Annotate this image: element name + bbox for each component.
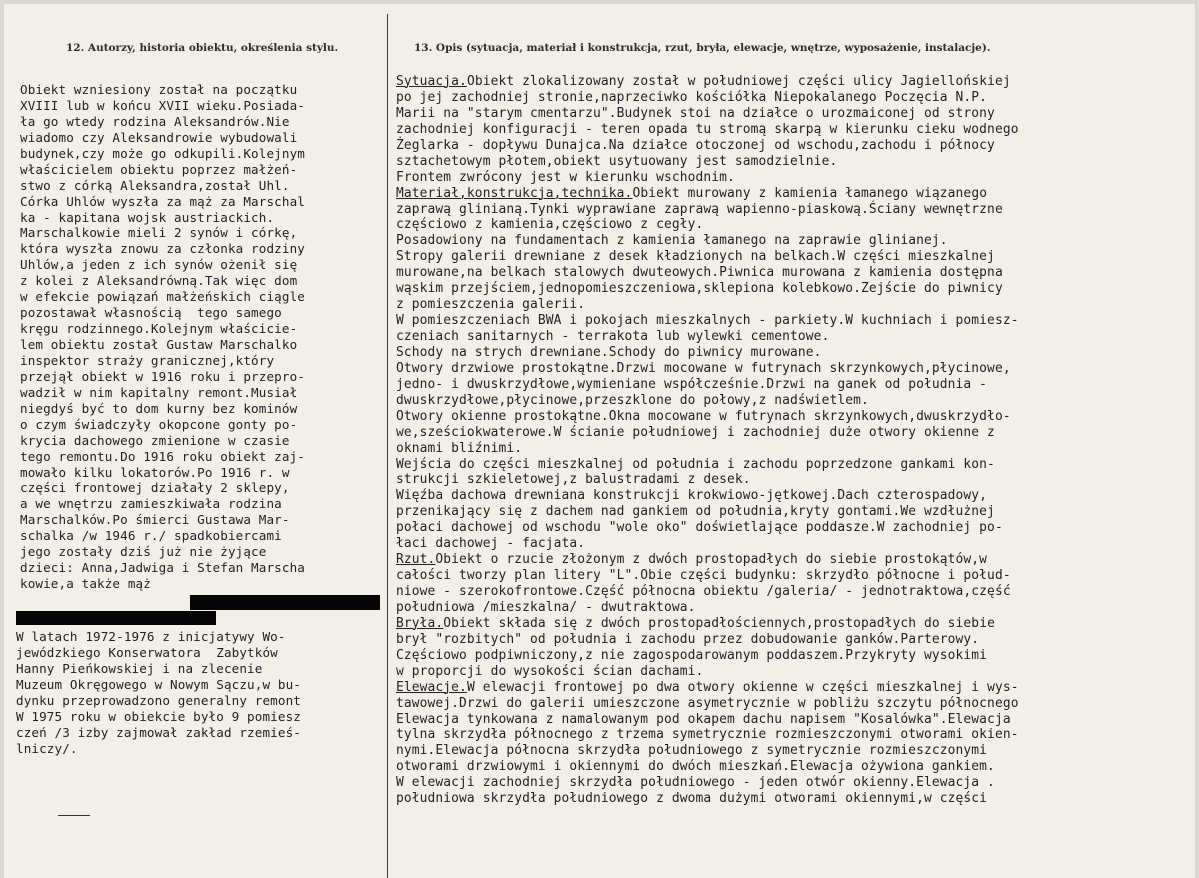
line-text: Stropy galerii drewniane z desek kładzionych na belkach.W części mieszkalnej (396, 249, 995, 265)
line-text: Obiekt zlokalizowany został w południowej części ulicy Jagiellońskiej (466, 74, 1011, 89)
text-line: Córka Uhlów wyszła za mąż za Marschal (20, 193, 305, 209)
text-line (396, 425, 1019, 441)
line-text: Elewacja tynkowana z namalowanym pod okapem dachu napisem "Kosalówka".Elewacja (396, 711, 1011, 727)
text-line (396, 616, 1019, 632)
text-line (396, 712, 1019, 728)
line-text: strukcji szkieletowej,z balustradami z desek. (396, 472, 751, 488)
text-line: Uhlów,a jeden z ich synów ożenił się (20, 257, 298, 273)
line-text: Obiekt składa się z dwóch prostopadłościennych,prostopadłych do siebie (443, 615, 995, 631)
text-line (396, 217, 1019, 233)
text-line: lem obiektu został Gustaw Marschalko (20, 337, 298, 352)
line-text: W elewacji zachodniej skrzydła południowego - jeden otwór okienny.Elewacja . (396, 775, 995, 791)
text-line (396, 249, 1019, 265)
text-line: wadził w nim kapitalny remont.Musiał (20, 384, 298, 400)
history-text (20, 82, 305, 592)
line-text: murowane,na belkach stalowych dwuteowych.Piwnica murowana z kamienia dostępna (396, 265, 1003, 281)
line-text: tawowej.Drzwi do galerii umieszczone asymetrycznie w pobliżu szczytu północnego (396, 695, 1019, 711)
line-text: południowa /mieszkalna/ - dwutraktowa. (396, 599, 696, 615)
text-line (396, 727, 1019, 743)
line-text: Schody na strych drewniane.Schody do piwnicy murowane. (396, 344, 822, 360)
text-line: w efekcie powiązań małżeńskich ciągle (20, 289, 305, 305)
line-text: niowe - szerokofrontowe.Część północna obiektu /galeria/ - jednotraktowa,część (396, 584, 1011, 599)
text-line (396, 472, 1019, 488)
text-line (396, 345, 1019, 361)
text-line: tego remontu.Do 1916 roku obiekt zaj- (20, 448, 305, 464)
text-line (396, 504, 1019, 520)
text-line: części frontowej działały 2 sklepy, (20, 480, 290, 496)
line-text: Żeglarka - dopływu Dunajca.Na działce otoczonej od wschodu,zachodu i północy (396, 137, 995, 153)
text-line: kowie,a także mąż (20, 576, 151, 592)
text-line: jego zostały dziś już nie żyjące (20, 544, 267, 560)
text-line (396, 584, 1019, 600)
text-line (396, 74, 1019, 90)
line-text: czeniach sanitarnych - terrakota lub wylewki cementowe. (396, 329, 830, 344)
renovation-text (16, 629, 301, 757)
text-line (396, 696, 1019, 712)
line-text: w proporcji do wysokości ścian dachami. (396, 663, 704, 679)
text-line (396, 393, 1019, 409)
text-line (396, 377, 1019, 393)
line-text: W pomieszczeniach BWA i pokojach mieszkalnych - parkiety.W kuchniach i pomiesz- (396, 313, 1019, 329)
text-line (396, 743, 1019, 759)
text-line (396, 297, 1019, 313)
text-line: ła go wtedy rodzina Aleksandrów.Nie (20, 113, 290, 129)
text-line: budynek,czy może go odkupili.Kolejnym (20, 145, 305, 161)
text-line (396, 632, 1019, 648)
line-text: W elewacji frontowej po dwa otwory okienne w części mieszkalnej i wys- (466, 679, 1019, 695)
section-label: Elewacje. (396, 679, 467, 695)
text-line (396, 600, 1019, 616)
text-line: kręgu rodzinnego.Kolejnym właścicie- (20, 321, 298, 337)
text-line (396, 202, 1019, 218)
line-text: z pomieszczenia galerii. (396, 297, 586, 313)
line-text: sztachetowym płotem,obiekt usytuowany jest samodzielnie. (396, 153, 838, 169)
text-line: inspektor straży granicznej,który (20, 352, 275, 368)
line-text: wąskim przejściem,jednopomieszczeniowa,sklepiona kolebkowo.Zejście do piwnicy (396, 281, 1003, 297)
text-line (396, 409, 1019, 425)
line-text: jedno- i dwuskrzydłowe,wymieniane współcześnie.Drzwi na ganek od południa - (396, 376, 988, 392)
text-line (396, 648, 1019, 664)
text-line (396, 664, 1019, 680)
text-line (396, 520, 1019, 536)
line-text: Otwory okienne prostokątne.Okna mocowane w futrynach skrzynkowych,dwuskrzydło- (396, 408, 1011, 424)
text-line: mowało kilku lokatorów.Po 1916 r. w (20, 464, 290, 480)
text-line (396, 361, 1019, 377)
text-line: niegdyś być to dom kurny bez kominów (20, 400, 298, 416)
column-divider (387, 14, 388, 878)
line-text: tylna skrzydła północnego z trzema symetrycznie rozmieszczonymi otworami okien- (396, 727, 1019, 743)
line-text: łaci dachowej - facjata. (396, 536, 586, 552)
section-label: Materiał,konstrukcja,technika. (396, 185, 633, 201)
line-text: Posadowiony na fundamentach z kamienia łamanego na zaprawie glinianej. (396, 233, 948, 249)
text-line: XVIII lub w końcu XVII wieku.Posiada- (20, 97, 305, 113)
redaction-bar (16, 611, 216, 625)
text-line (396, 313, 1019, 329)
line-text: zaprawą glinianą.Tynki wyprawiane zaprawą wapienno-piaskową.Ściany wewnętrzne (396, 201, 1003, 217)
text-line (396, 680, 1019, 696)
line-text: brył "rozbitych" od południa i zachodu przez dobudowanie ganków.Parterowy. (396, 631, 980, 647)
text-line: o czym świadczyły okopcone gonty po- (20, 416, 298, 432)
section-label: Rzut. (396, 552, 436, 568)
line-text: Obiekt o rzucie złożonym z dwóch prostopadłych do siebie prostokątów,w (435, 552, 988, 568)
pen-mark (58, 815, 90, 816)
line-text: zachodniej konfiguracji - teren opada tu stromą skarpą w kierunku cieku wodnego (396, 121, 1019, 137)
line-text: Frontem zwrócony jest w kierunku wschodnim. (396, 169, 735, 185)
text-line: lniczy/. (16, 740, 78, 756)
text-line (396, 186, 1019, 202)
text-line: W latach 1972-1976 z inicjatywy Wo- (16, 629, 286, 644)
text-line: krycia dachowego zmienione w czasie (20, 432, 290, 448)
text-line (396, 281, 1019, 297)
text-line (396, 488, 1019, 504)
text-line (396, 170, 1019, 186)
redaction-bar (190, 595, 380, 610)
section-heading-13: 13. Opis (sytuacja, materiał i konstrukcja, rzut, bryła, elewacje, wnętrze, wyposażenie, instalacje). (414, 42, 991, 54)
text-line: Obiekt wzniesiony został na początku (20, 82, 298, 97)
text-line (396, 122, 1019, 138)
text-line (396, 90, 1019, 106)
text-line (396, 233, 1019, 249)
line-text: po jej zachodniej stronie,naprzeciwko kościółka Niepokalanego Poczęcia N.P. (396, 89, 988, 105)
text-line: dynku przeprowadzono generalny remont (16, 692, 301, 708)
line-text: we,sześciokwaterowe.W ścianie południowej i zachodniej duże otwory okienne z (396, 424, 995, 440)
text-line: która wyszła znowu za członka rodziny (20, 241, 305, 257)
text-line: W 1975 roku w obiekcie było 9 pomiesz (16, 708, 301, 724)
text-line: czeń /3 izby zajmował zakład rzemieś- (16, 724, 301, 740)
text-line (396, 106, 1019, 122)
text-line (396, 759, 1019, 775)
text-line: Muzeum Okręgowego w Nowym Sączu,w bu- (16, 676, 301, 692)
text-line (396, 154, 1019, 170)
description-text (396, 74, 1019, 807)
text-line (396, 536, 1019, 552)
text-line: ka - kapitana wojsk austriackich. (20, 209, 275, 225)
text-line (396, 568, 1019, 584)
line-text: połaci dachowej od wschodu "wole oko" doświetlające poddasze.W zachodniej po- (396, 520, 1003, 536)
line-text: dwuskrzydłowe,płycinowe,przeszklone do połowy,z nadświetlem. (396, 392, 869, 408)
line-text: otworami drzwiowymi i okiennymi do dwóch mieszkań.Elewacja ożywiona gankiem. (396, 759, 995, 775)
text-line: Marschalkowie mieli 2 synów i córkę, (20, 225, 298, 241)
text-line: Marschalków.Po śmierci Gustawa Mar- (20, 512, 290, 528)
text-line (396, 441, 1019, 457)
text-line: Hanny Pieńkowskiej i na zlecenie (16, 660, 263, 676)
line-text: przenikający się z dachem nad gankiem od południa,kryty gontami.We wzdłużnej (396, 504, 995, 520)
text-line: dzieci: Anna,Jadwiga i Stefan Marscha (20, 560, 305, 576)
line-text: nymi.Elewacja północna skrzydła południowego z symetrycznie rozmieszczonymi (396, 743, 988, 759)
text-line: z kolei z Aleksandrówną.Tak więc dom (20, 273, 298, 289)
text-line: a we wnętrzu zamieszkiwała rodzina (20, 496, 282, 512)
text-line (396, 791, 1019, 807)
text-line: jewódzkiego Konserwatora Zabytków (16, 644, 278, 660)
text-line: stwo z córką Aleksandra,został Uhl. (20, 177, 290, 193)
line-text: oknami bliźnimi. (396, 440, 523, 456)
line-text: południowa skrzydła południowego z dwoma dużymi otworami okiennymi,w części (396, 791, 988, 807)
text-line (396, 138, 1019, 154)
text-line (396, 552, 1019, 568)
text-line: przejął obiekt w 1916 roku i przepro- (20, 368, 305, 384)
text-line (396, 775, 1019, 791)
line-text: całości tworzy plan litery "L".Obie części budynku: skrzydło północne i połud- (396, 568, 1011, 584)
text-line: pozostawał własnością tego samego (20, 305, 282, 321)
text-line (396, 265, 1019, 281)
section-label: Sytuacja. (396, 74, 467, 89)
line-text: Więźba dachowa drewniana konstrukcji krokwiowo-jętkowej.Dach czterospadowy, (396, 488, 988, 504)
line-text: Otwory drzwiowe prostokątne.Drzwi mocowane w futrynach skrzynkowych,płycinowe, (396, 360, 1011, 376)
line-text: Wejścia do części mieszkalnej od południa i zachodu poprzedzone gankami kon- (396, 456, 995, 472)
line-text: częściowo z kamienia,częściowo z cegły. (396, 217, 704, 233)
text-line: schalka /w 1946 r./ spadkobiercami (20, 528, 282, 544)
line-text: Obiekt murowany z kamienia łamanego wiązanego (632, 185, 988, 201)
text-line (396, 329, 1019, 345)
text-line: właścicielem obiektu poprzez małżeń- (20, 161, 298, 177)
section-heading-12: 12. Autorzy, historia obiektu, określenia stylu. (66, 42, 339, 54)
line-text: Częściowo podpiwniczony,z nie zagospodarowanym poddaszem.Przykryty wysokimi (396, 647, 988, 663)
line-text: Marii na "starym cmentarzu".Budynek stoi na działce o urozmaiconej od strony (396, 105, 995, 121)
section-label: Bryła. (396, 615, 444, 631)
text-line (396, 457, 1019, 473)
text-line: wiadomo czy Aleksandrowie wybudowali (20, 129, 298, 145)
